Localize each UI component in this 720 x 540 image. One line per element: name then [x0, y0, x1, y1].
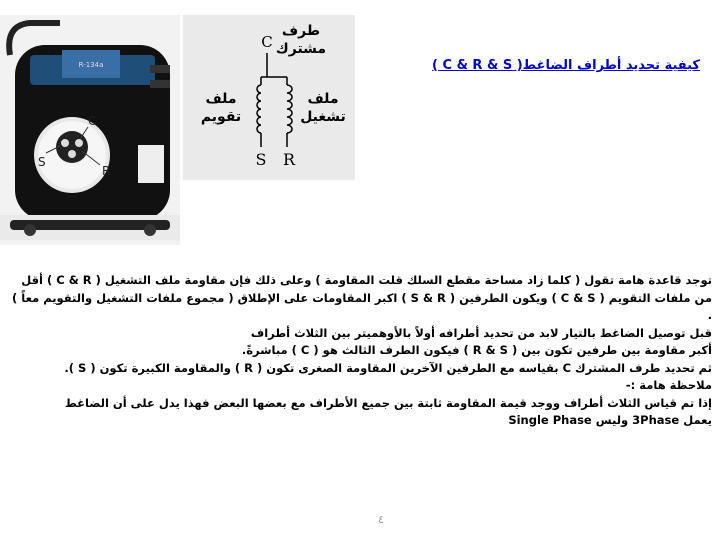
- run-coil-label-line2: تشغيل: [300, 109, 346, 125]
- common-label-line1: طرف: [281, 23, 321, 39]
- page-number: ٤: [378, 513, 384, 526]
- terminal-r-label: R: [102, 164, 111, 178]
- start-terminal-s: S: [255, 150, 267, 169]
- run-coil-label-line1: ملف: [307, 91, 339, 107]
- body-line: .: [707, 308, 712, 322]
- winding-diagram: [183, 15, 355, 180]
- body-line: ملاحظة هامة :-: [625, 378, 712, 392]
- run-terminal-r: R: [282, 150, 296, 169]
- label-r134a: R-134a: [78, 61, 104, 69]
- start-coil-label-line1: ملف: [205, 91, 237, 107]
- terminal-c-label: C: [88, 114, 97, 128]
- body-line: قبل توصيل الضاغط بالتيار لابد من تحديد أطرافه أولاً بالأوهميتر بين الثلاث أطراف: [250, 325, 712, 340]
- body-line: ثم تحديد طرف المشترك C بقياسه مع الطرفين الآخرين المقاومة الصغرى تكون ( R ) والمقاومة الكبيرة تكون ( S ).: [64, 360, 712, 375]
- common-terminal-c: C: [261, 33, 273, 51]
- body-line: أكبر مقاومة بين طرفين تكون بين ( R & S ) فيكون الطرف الثالث هو ( C ) مباشرةً.: [241, 343, 712, 357]
- common-label-line2: مشترك: [275, 41, 327, 57]
- terminal-s-label: S: [38, 155, 46, 169]
- compressor-photo: [0, 15, 180, 245]
- body-line: من ملفات التقويم ( C & S ) ويكون الطرفين ( S & R ) اكبر المقاومات على الإطلاق ( مجموع ملفات التشغيل والتقويم معاً ): [12, 290, 712, 305]
- body-line: إذا تم قياس الثلاث أطراف ووجد قيمة المقاومة ثابتة بين جميع الأطراف مع بعضها البعض فهذا يدل على أن الضاغط: [64, 395, 712, 410]
- body-text: [7, 272, 712, 430]
- body-line: توجد قاعدة هامة تقول ( كلما زاد مساحة مقطع السلك قلت المقاومة ) وعلى ذلك فإن مقاومة ملف التشغيل ( C & R ) أقل: [21, 273, 712, 287]
- start-coil-label-line2: تقويم: [200, 109, 242, 125]
- body-line: يعمل 3Phase وليس Single Phase: [508, 413, 712, 427]
- page-title: كيفية تحديد أطراف الضاغط( C & R & S ): [432, 58, 700, 73]
